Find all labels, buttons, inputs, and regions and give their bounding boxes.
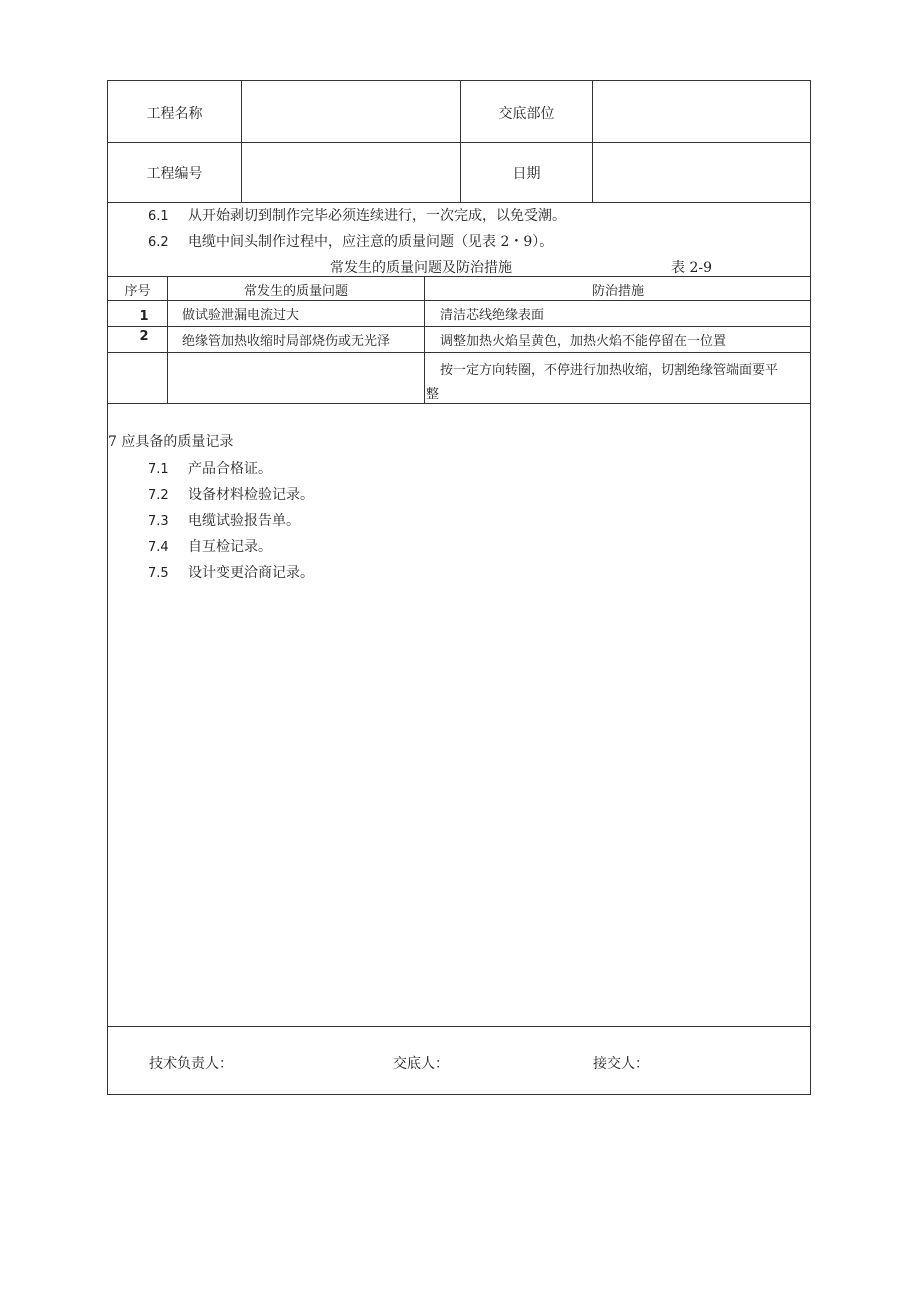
- table-header-problem: 常发生的质量问题: [243, 284, 348, 299]
- table-header-seq: 序号: [124, 284, 151, 299]
- table-row-1-border: [108, 326, 810, 327]
- date-label: 日期: [512, 166, 541, 182]
- item-number: 7.1: [148, 462, 169, 477]
- item-text: 自互检记录。: [188, 539, 272, 555]
- table-row-3-measure-line1: 按一定方向转圈，不停进行加热收缩，切割绝缘管端面要平: [440, 363, 779, 378]
- header-col-line-2: [460, 81, 461, 202]
- project-no-label: 工程编号: [146, 166, 203, 182]
- item-7-4: [148, 536, 272, 556]
- tech-lead-signature: 技术负责人：: [149, 1056, 233, 1072]
- item-number: 6.2: [148, 235, 169, 250]
- table-bottom-border: [108, 403, 810, 404]
- header-divider-1: [108, 142, 810, 143]
- disclosure-form: [107, 80, 811, 1095]
- item-text: 产品合格证。: [188, 461, 272, 477]
- table-top-border: [108, 276, 810, 277]
- item-text: 电缆中间头制作过程中，应注意的质量问题（见表 2・9）。: [188, 234, 554, 250]
- header-col-line-1: [241, 81, 242, 202]
- item-text: 设备材料检验记录。: [188, 487, 314, 503]
- item-7-5: [148, 562, 314, 582]
- header-divider-2: [108, 202, 810, 203]
- item-number: 7.5: [148, 566, 169, 581]
- item-6-2: [148, 231, 553, 251]
- item-number: 7.2: [148, 488, 169, 503]
- receiver-signature: 接交人：: [593, 1056, 649, 1072]
- table-row-1-seq: 1: [139, 309, 149, 324]
- table-row-3-measure-line2: 整: [426, 387, 440, 402]
- item-number: 7.4: [148, 540, 169, 555]
- item-number: 7.3: [148, 514, 169, 529]
- table-number: 表 2-9: [671, 260, 712, 276]
- table-row-1-measure: 清洁芯线绝缘表面: [440, 308, 545, 323]
- table-header-border: [108, 300, 810, 301]
- table-caption: 常发生的质量问题及防治措施: [330, 260, 512, 276]
- table-row-2-border: [108, 352, 810, 353]
- item-text: 从开始剥切到制作完毕必须连续进行，一次完成，以免受潮。: [188, 208, 566, 224]
- item-text: 设计变更洽商记录。: [188, 565, 314, 581]
- project-name-label: 工程名称: [146, 106, 203, 122]
- item-text: 电缆试验报告单。: [188, 513, 300, 529]
- section-7-title: 7 应具备的质量记录: [108, 434, 234, 450]
- table-row-1-problem: 做试验泄漏电流过大: [182, 308, 300, 323]
- item-7-2: [148, 484, 314, 504]
- item-number: 6.1: [148, 209, 169, 224]
- table-row-2-problem: 绝缘管加热收缩时局部烧伤或无光泽: [182, 334, 391, 349]
- table-header-measure: 防治措施: [591, 284, 644, 299]
- signature-divider: [108, 1026, 810, 1027]
- item-7-1: [148, 458, 272, 478]
- header-col-line-3: [592, 81, 593, 202]
- table-row-2-seq: 2: [139, 329, 149, 344]
- item-6-1: [148, 205, 566, 225]
- part-label: 交底部位: [498, 106, 555, 122]
- item-7-3: [148, 510, 300, 530]
- table-row-2-measure: 调整加热火焰呈黄色，加热火焰不能停留在一位置: [440, 334, 727, 349]
- discloser-signature: 交底人：: [393, 1056, 449, 1072]
